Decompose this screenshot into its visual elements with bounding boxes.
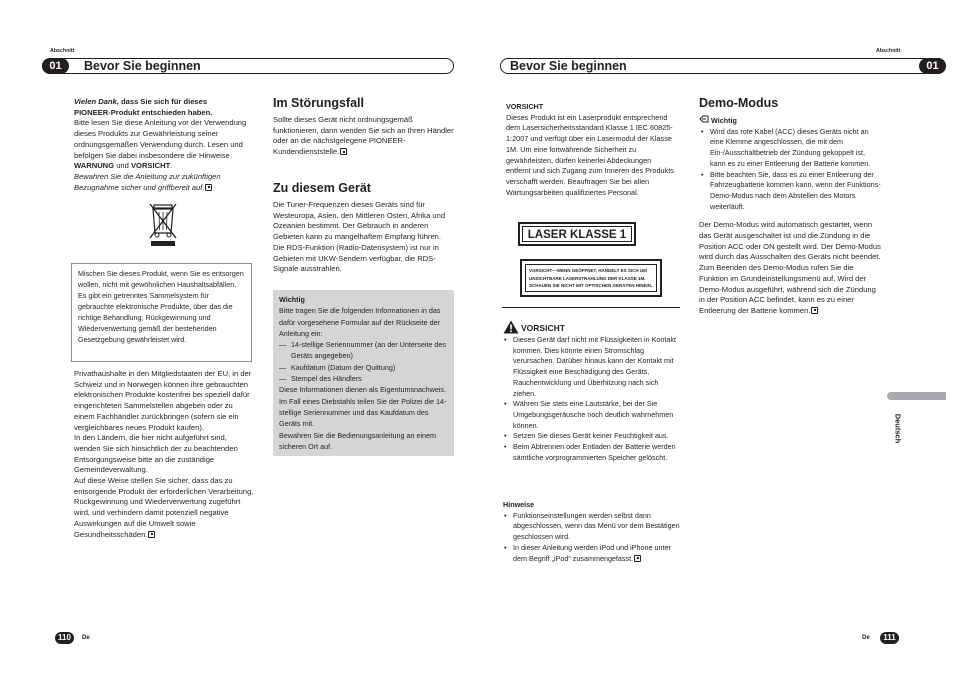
disposal-text-block — [74, 369, 255, 540]
laser-class-label — [518, 222, 636, 246]
laser-warning-label — [520, 259, 662, 297]
laser-caution-text: Dieses Produkt ist ein Laserprodukt entsprechend dem Lasersicherheitsstandard Klasse 1 IEC 60825-1:2007 und verfügt über ein Lasermodul der Klasse 1M. Um eine fortwährende Sicherheit zu gewährleisten, dürfen keinerlei Abdeckungen entfernt und sich Zugang zum Inneren des Produkts verschafft werden. Beauftragen Sie bei allen Wartungsarbeiten qualifiziertes Personal. — [506, 112, 674, 197]
section-label-right: Abschnitt — [876, 48, 901, 54]
about-title: Zu diesem Gerät — [273, 181, 371, 195]
crossed-bin-icon — [144, 200, 182, 250]
vorsicht-label: VORSICHT — [130, 161, 171, 171]
trouble-section — [273, 96, 454, 158]
list-item: • Dieses Gerät darf nicht mit Flüssigkeiten in Kontakt kommen. Dies könnte einen Stromschlag verursachen. Darüber hinaus kann der Kontakt mit Flüssigkeit eine Beschädigung des Geräts, Rauchentwicklung und Überhitzung nach sich ziehen. — [502, 335, 680, 399]
important-box-intro: Bitte tragen Sie die folgenden Informationen in das dafür vorgesehene Formular auf der Rückseite der Anleitung ein: — [279, 306, 441, 338]
important-box-title: Wichtig — [279, 295, 305, 304]
hinweise-item-2-text: In dieser Anleitung werden iPod und iPhone unter dem Begriff „iPod“ zusammengefasst. — [513, 542, 671, 563]
important-box-list — [279, 339, 448, 384]
section-label-left: Abschnitt — [50, 48, 75, 54]
list-item: — 14-stellige Seriennummer (an der Unterseite des Geräts angegeben) — [279, 339, 448, 362]
end-mark-icon — [634, 555, 641, 562]
list-item: • Wird das rote Kabel (ACC) dieses Geräts nicht an eine Klemme angeschlossen, die mit dem Ein-/Ausschaltbetrieb der Zündung gekoppelt ist, kann es zu einer Entleerung der Batterie kommen. — [699, 127, 881, 170]
important-box-text2: Bewahren Sie die Bedienungsanleitung an einem sicheren Ort auf. — [279, 430, 437, 451]
list-item: • Bitte beachten Sie, dass es zu einer Entleerung der Fahrzeugbatterie kommen kann, wenn der Funktions-Demo-Modus nach dem Abstellen des Motors weiterläuft. — [699, 170, 881, 213]
intro-body: Bitte lesen Sie diese Anleitung vor der Verwendung dieses Produkts zur Gewährleistung seiner ordnungsgemäßen Verwendung durch. Lesen und befolgen Sie dabei insbesondere die Hinweise — [74, 118, 247, 160]
language-side-tab — [887, 392, 946, 400]
vorsicht-list — [502, 335, 680, 463]
trouble-title: Im Störungsfall — [273, 96, 364, 110]
intro-block — [74, 97, 254, 193]
thanks-rest: , dass Sie sich für dieses — [116, 97, 208, 106]
end-mark-icon — [148, 531, 155, 538]
page-number-left: 110 — [55, 632, 74, 644]
hinweise-list — [502, 511, 680, 565]
list-item: • Funktionseinstellungen werden selbst dann abgeschlossen, wenn das Menü vor dem Bestätigen geschlossen wird. — [502, 511, 680, 543]
list-item: • Beim Abtrennen oder Entladen der Batterie werden sämtliche vorprogrammierten Speicher gelöscht. — [502, 442, 680, 463]
important-box — [273, 290, 454, 456]
list-item: — Kaufdatum (Datum der Quittung) — [279, 362, 448, 373]
section-number-left: 01 — [42, 58, 69, 74]
about-text: Die Tuner-Frequenzen dieses Geräts sind für Westeuropa, Asien, den Mittleren Osten, Afrika und Ozeanien bestimmt. Der Gebrauch in anderen Gebieten kann zu mangelhaftem Empfang führen. Die RDS-Funktion (Radio-Datensystem) ist nur in Gebieten mit UKW-Sendern verfügbar, die RDS-Signale ausstrahlen. — [273, 200, 446, 274]
intro-italic-note: Bewahren Sie die Anleitung zur zukünftigen Bezugnahme sicher und griffbereit auf. — [74, 171, 221, 192]
demo-title: Demo-Modus — [699, 96, 779, 110]
end-mark-icon — [811, 307, 818, 314]
end-mark-icon — [205, 184, 212, 191]
vorsicht-title: VORSICHT — [521, 323, 565, 333]
intro-period: . — [170, 161, 173, 171]
households-text: Privathaushalte in den Mitgliedstaaten der EU, in der Schweiz und in Norwegen können ihre gebrauchten elektronischen Produkte kostenfrei bei speziell dafür eingerichteten Sammelstellen abgeben oder zu einem Fachhändler zurückbringen (sofern sie ein vergleichbares neues Produkt kaufen). — [74, 369, 252, 432]
divider — [502, 307, 680, 308]
important-note-icon — [699, 115, 709, 124]
warning-triangle-icon — [503, 320, 519, 334]
warnung-label: WARNUNG — [74, 161, 115, 171]
list-item: — Stempel des Händlers — [279, 373, 448, 384]
other-countries-text: In den Ländern, die hier nicht aufgeführt sind, wenden Sie sich hinsichtlich der zu beachtenden Entsorgungsweise bitte an die zuständige Gemeindeverwaltung. — [74, 433, 238, 475]
disposal-notice-box — [71, 263, 252, 362]
hinweise-title: Hinweise — [503, 500, 535, 509]
thanks-italic: Vielen Dank — [74, 97, 117, 106]
list-item: • Währen Sie stets eine Lautstärke, bei der Sie Umgebungsgeräusche noch deutlich wahrnehmen können. — [502, 399, 680, 431]
laser-warning-text: VORSICHT—WENN GEÖFFNET, HANDELT ES SICH UM UNSICHTBARE LASERSTRAHLUNG DER KLASSE 1M. SCHAUEN SIE NICHT MIT OPTISCHEN GERÄTEN HINEIN. — [525, 264, 657, 292]
laser-caution-block — [506, 102, 676, 198]
thanks-line2: PIONEER-Produkt entschieden haben. — [74, 107, 213, 117]
demo-section — [699, 96, 881, 317]
laser-caution-heading: VORSICHT — [506, 102, 544, 111]
demo-important-title: Wichtig — [711, 116, 737, 125]
list-item — [502, 543, 680, 564]
language-side-label: Deutsch — [893, 413, 903, 444]
end-mark-icon — [340, 148, 347, 155]
important-box-text1: Diese Informationen dienen als Eigentumsnachweis. Im Fall eines Diebstahls teilen Sie der Polizei die 14-stellige Seriennummer und das Kaufdatum des Geräts mit. — [279, 385, 447, 429]
final-disposal-text: Auf diese Weise stellen Sie sicher, dass das zu entsorgende Produkt der erforderlichen Verarbeitung, Rückgewinnung und Wiederverwertung zugeführt wird, und verhindern damit potenziell negative Auswirkungen auf die Umwelt sowie Gesundheitsschäden. — [74, 476, 254, 539]
section-number-right: 01 — [919, 58, 946, 74]
demo-important-list — [699, 127, 881, 213]
section-title-left: Bevor Sie beginnen — [84, 59, 201, 73]
lang-code-left: De — [82, 635, 90, 641]
disposal-notice-text: Mischen Sie dieses Produkt, wenn Sie es entsorgen wollen, nicht mit gewöhnlichen Haushaltsabfällen. Es gibt ein getrenntes Sammelsystem für gebrauchte elektronische Produkte, über das die richtige Behandlung, Rückgewinnung und Wiederverwertung gemäß der bestehenden Gesetzgebung gewährleistet wird. — [78, 269, 244, 344]
demo-text: Der Demo-Modus wird automatisch gestartet, wenn das Gerät ausgeschaltet ist und die Zündung in die Position ACC oder ON gestellt wird. Der Demo-Modus wird durch das Ausschalten des Geräts nicht beendet. Zum Beenden des Demo-Modus rufen Sie die Funktion im Grundeinstellungsmenü auf. Wird der Demo-Modus ausgeführt, während sich die Zündung in der Position ACC befindet, kann es zu einer Entleerung der Batterie kommen. — [699, 220, 881, 315]
demo-important-heading — [699, 115, 881, 127]
und-text: und — [114, 161, 131, 171]
language-side-label-wrap — [888, 404, 908, 454]
hinweise-block — [502, 500, 680, 564]
page-number-right: 111 — [880, 632, 899, 644]
vorsicht-list-block — [502, 335, 680, 463]
about-section — [273, 181, 454, 275]
list-item: • Setzen Sie dieses Gerät keiner Feuchtigkeit aus. — [502, 431, 680, 442]
laser-class-text: LASER KLASSE 1 — [522, 226, 632, 242]
section-title-right: Bevor Sie beginnen — [510, 59, 627, 73]
lang-code-right: De — [862, 635, 870, 641]
trouble-text: Sollte dieses Gerät nicht ordnungsgemäß funktionieren, dann wenden Sie sich an Ihren Händler oder an die nächstgelegene PIONEER-Kundendienststelle. — [273, 115, 454, 157]
